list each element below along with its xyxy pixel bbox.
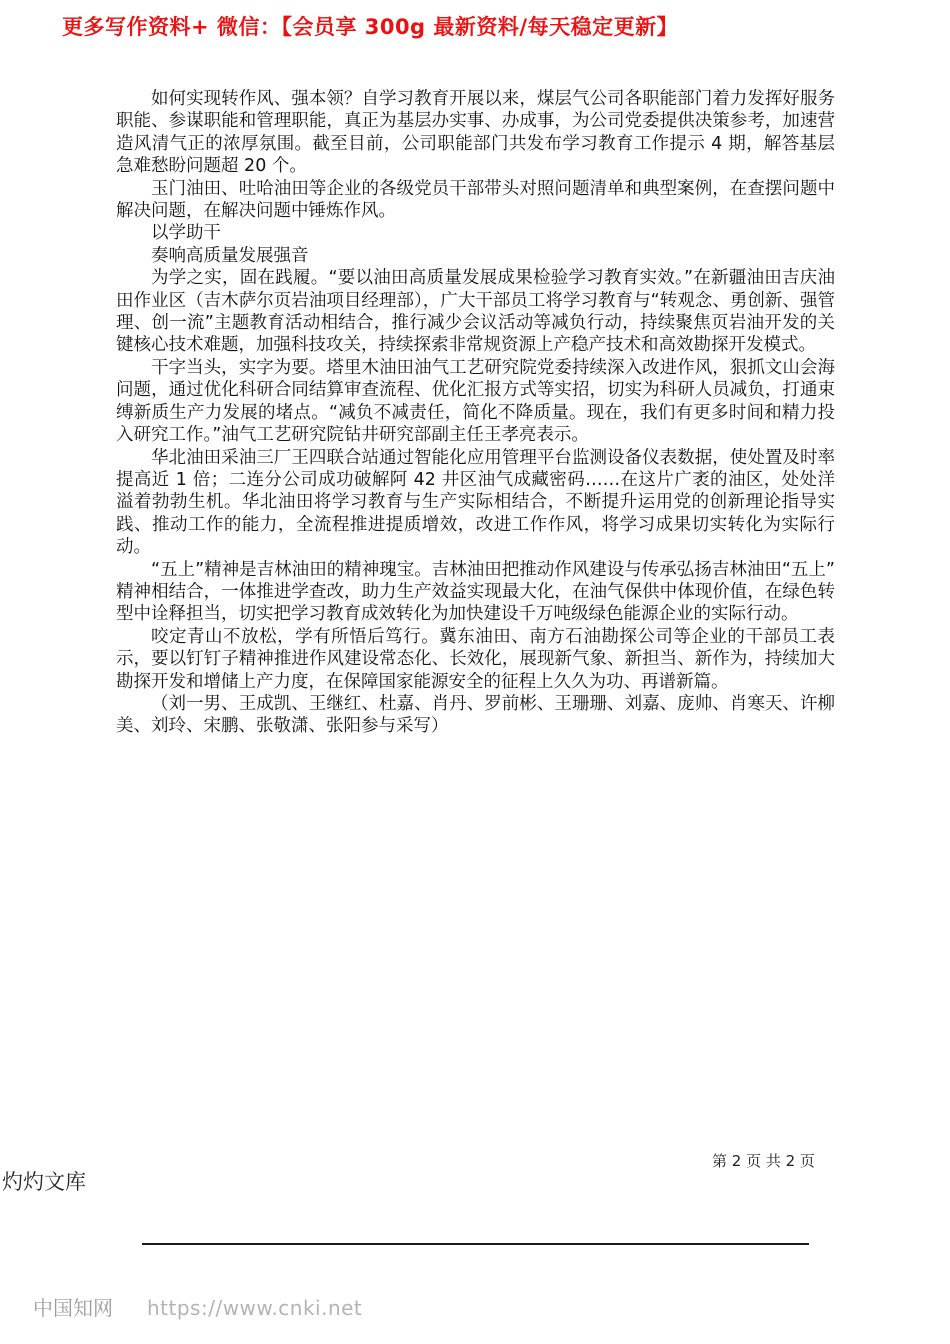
- subheading: 奏响高质量发展强音: [151, 245, 309, 266]
- cnki-site-name: 中国知网: [33, 1296, 113, 1320]
- paragraph: 华北油田采油三厂王四联合站通过智能化应用管理平台监测设备仪表数据，使处置及时率提高近 1 倍；二连分公司成功破解阿 42 井区油气成藏密码……在这片广袤的油区，处处洋溢着勃勃生机。华北油田将学习教育与生产实际相结合，不断提升运用党的创新理论指导实践、推动工作的能力，全流程推进提质增效，改进工作作风，将学习成果切实转化为实际行动。: [116, 447, 835, 558]
- article-body: [116, 88, 835, 738]
- byline-paragraph: （刘一男、王成凯、王继红、杜嘉、肖丹、罗前彬、王珊珊、刘嘉、庞帅、肖寒天、许柳美、刘玲、宋鹏、张敬潇、张阳参与采写）: [116, 693, 835, 737]
- paragraph: 干字当头，实字为要。塔里木油田油气工艺研究院党委持续深入改进作风，狠抓文山会海问题，通过优化科研合同结算审查流程、优化汇报方式等实招，切实为科研人员减负，打通束缚新质生产力发展的堵点。“减负不减责任，简化不降质量。现在，我们有更多时间和精力投入研究工作。”油气工艺研究院钻井研究部副主任王孝亮表示。: [116, 357, 835, 446]
- promo-banner: 更多写作资料+ 微信：【会员享 300g 最新资料/每天稳定更新】: [62, 15, 679, 39]
- cnki-site-url: https://www.cnki.net: [147, 1296, 363, 1320]
- paragraph: 如何实现转作风、强本领？自学习教育开展以来，煤层气公司各职能部门着力发挥好服务职能、参谋职能和管理职能，真正为基层办实事、办成事，为公司党委提供决策参考，加速营造风清气正的浓厚氛围。截至目前，公司职能部门共发布学习教育工作提示 4 期，解答基层急难愁盼问题超 20 个。: [116, 89, 835, 177]
- footer-divider-line: [142, 1243, 809, 1245]
- paragraph: 咬定青山不放松，学有所悟后笃行。冀东油田、南方石油勘探公司等企业的干部员工表示，要以钉钉子精神推进作风建设常态化、长效化，展现新气象、新担当、新作为，持续加大勘探开发和增储上产力度，在保障国家能源安全的征程上久久为功、再谱新篇。: [116, 626, 835, 692]
- library-name: 灼灼文库: [2, 1170, 86, 1194]
- page-number-indicator: 第 2 页 共 2 页: [712, 1152, 815, 1170]
- paragraph: 为学之实，固在践履。“要以油田高质量发展成果检验学习教育实效。”在新疆油田吉庆油田作业区（吉木萨尔页岩油项目经理部），广大干部员工将学习教育与“转观念、勇创新、强管理、创一流”主题教育活动相结合，推行减少会议活动等减负行动，持续聚焦页岩油开发的关键核心技术难题，加强科技攻关，持续探索非常规资源上产稳产技术和高效勘探开发模式。: [116, 268, 835, 356]
- cnki-watermark: [33, 1292, 362, 1321]
- subheading: 以学助干: [151, 223, 221, 244]
- paragraph: “五上”精神是吉林油田的精神瑰宝。吉林油田把推动作风建设与传承弘扬吉林油田“五上”精神相结合，一体推进学查改，助力生产效益实现最大化，在油气保供中体现价值，在绿色转型中诠释担当，切实把学习教育成效转化为加快建设千万吨级绿色能源企业的实际行动。: [116, 559, 835, 625]
- paragraph: 玉门油田、吐哈油田等企业的各级党员干部带头对照问题清单和典型案例，在查摆问题中解决问题，在解决问题中锤炼作风。: [116, 178, 835, 222]
